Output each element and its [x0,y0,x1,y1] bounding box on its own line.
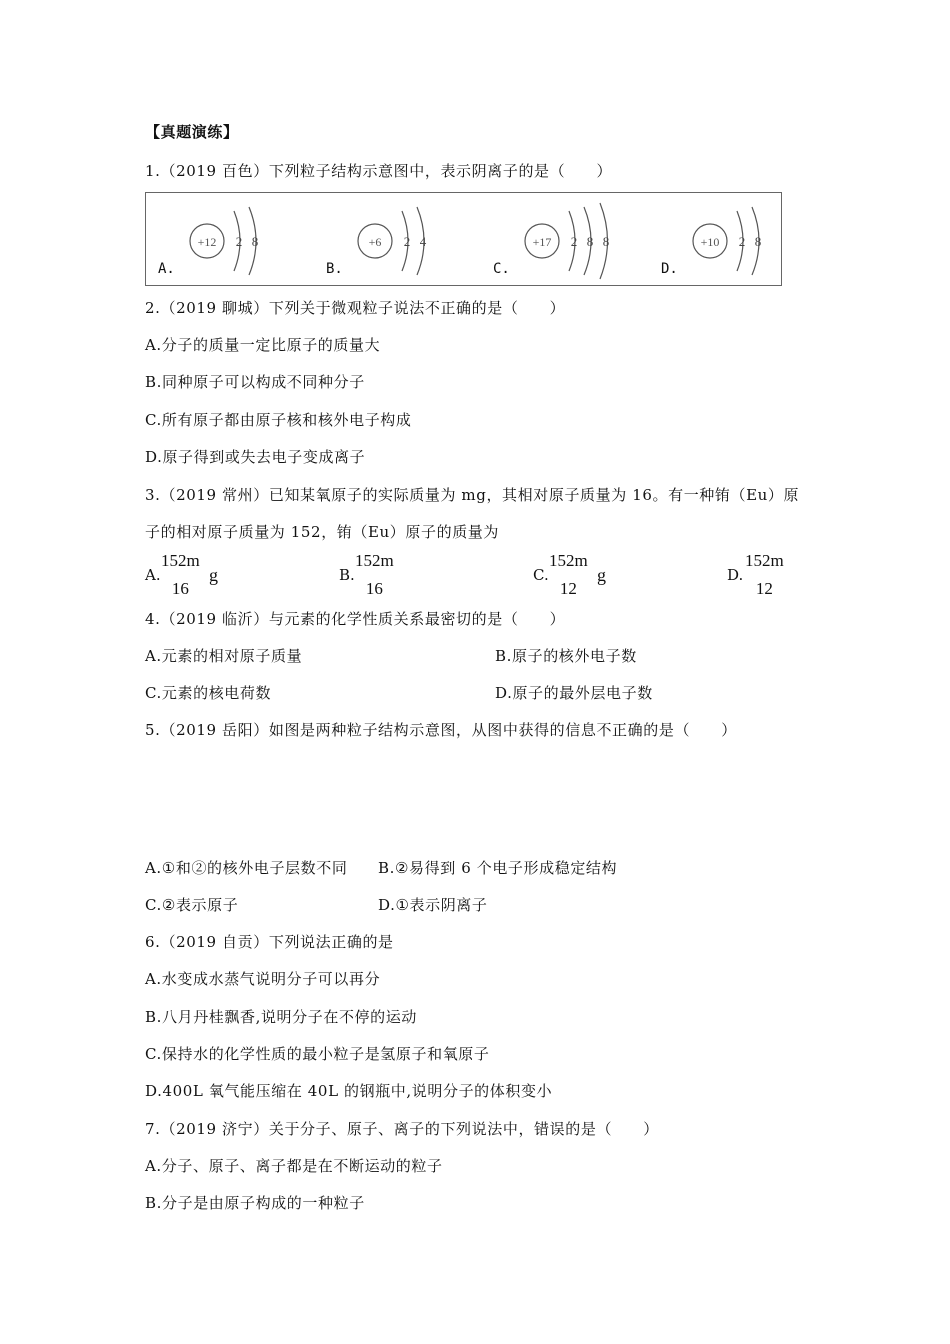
shell-count: 2 [403,234,411,249]
nucleus-label: +10 [700,235,720,249]
nucleus-label: +6 [368,235,382,249]
q1-option-a[interactable] [146,193,296,287]
fraction [355,550,394,600]
q7-option-a[interactable]: A.分子、原子、离子都是在不断运动的粒子 [145,1157,443,1175]
nucleus-label: +12 [197,235,217,249]
option-label: D. [661,261,678,277]
option-label: A. [158,261,175,277]
q5-stem: 5.（2019 岳阳）如图是两种粒子结构示意图，从图中获得的信息不正确的是（ ） [145,721,737,739]
q2-option-a[interactable]: A.分子的质量一定比原子的质量大 [145,336,381,354]
q4-option-a[interactable]: A.元素的相对原子质量 [145,647,303,665]
q6-option-d[interactable]: D.400L 氧气能压缩在 40L 的钢瓶中,说明分子的体积变小 [145,1082,553,1100]
option-label: D. [727,566,744,584]
q6-option-b[interactable]: B.八月丹桂飘香,说明分子在不停的运动 [145,1008,417,1026]
q1-option-c[interactable] [481,193,631,287]
q5-option-c[interactable]: C.②表示原子 [145,896,239,914]
unit: g [597,565,606,585]
q4-stem: 4.（2019 临沂）与元素的化学性质关系最密切的是（ ） [145,610,566,628]
q7-option-b[interactable]: B.分子是由原子构成的一种粒子 [145,1194,365,1212]
q7-stem: 7.（2019 济宁）关于分子、原子、离子的下列说法中，错误的是（ ） [145,1120,659,1138]
q6-option-c[interactable]: C.保持水的化学性质的最小粒子是氢原子和氧原子 [145,1045,490,1063]
q1-option-b[interactable] [314,193,464,287]
fraction [549,550,588,600]
option-label: B. [326,261,343,277]
shell-count: 2 [738,234,746,249]
option-label: A. [145,566,161,584]
shell-count: 2 [570,234,578,249]
q2-option-d[interactable]: D.原子得到或失去电子变成离子 [145,448,366,466]
shell-count: 4 [419,234,427,249]
q4-option-b[interactable]: B.原子的核外电子数 [495,647,637,665]
shell-count: 8 [754,234,762,249]
unit: g [209,565,218,585]
option-label: C. [493,261,510,277]
denominator: 12 [755,579,773,598]
option-label: B. [339,566,355,584]
q4-option-c[interactable]: C.元素的核电荷数 [145,684,272,702]
q6-option-a[interactable]: A.水变成水蒸气说明分子可以再分 [145,970,381,988]
shell-count: 8 [251,234,259,249]
q6-stem: 6.（2019 自贡）下列说法正确的是 [145,933,394,951]
fraction [745,550,784,600]
numerator: 152m [745,551,784,570]
nucleus-label: +17 [532,235,552,249]
shell-count: 8 [602,234,610,249]
q1-option-d[interactable] [649,193,799,287]
denominator: 16 [365,579,383,598]
shell-count: 2 [235,234,243,249]
q5-option-d[interactable]: D.①表示阴离子 [378,896,488,914]
denominator: 16 [171,579,189,598]
q4-option-d[interactable]: D.原子的最外层电子数 [495,684,653,702]
q2-stem: 2.（2019 聊城）下列关于微观粒子说法不正确的是（ ） [145,299,566,317]
section-heading: 【真题演练】 [145,123,239,141]
q1-stem: 1.（2019 百色）下列粒子结构示意图中，表示阴离子的是（ ） [145,162,613,180]
numerator: 152m [355,551,394,570]
q1-diagram [145,192,782,286]
q2-option-b[interactable]: B.同种原子可以构成不同种分子 [145,373,365,391]
q3-stem-line2: 子的相对原子质量为 152，铕（Eu）原子的质量为 [145,523,500,541]
denominator: 12 [559,579,577,598]
numerator: 152m [549,551,588,570]
q3-stem-line1: 3.（2019 常州）已知某氧原子的实际质量为 mg，其相对原子质量为 16。有一种铕（Eu）原 [145,486,800,504]
fraction [161,550,200,600]
q2-option-c[interactable]: C.所有原子都由原子核和核外电子构成 [145,411,412,429]
numerator: 152m [161,551,200,570]
option-label: C. [533,566,549,584]
q5-option-a[interactable]: A.①和②的核外电子层数不同 [145,859,348,877]
q5-option-b[interactable]: B.②易得到 6 个电子形成稳定结构 [378,859,618,877]
shell-count: 8 [586,234,594,249]
